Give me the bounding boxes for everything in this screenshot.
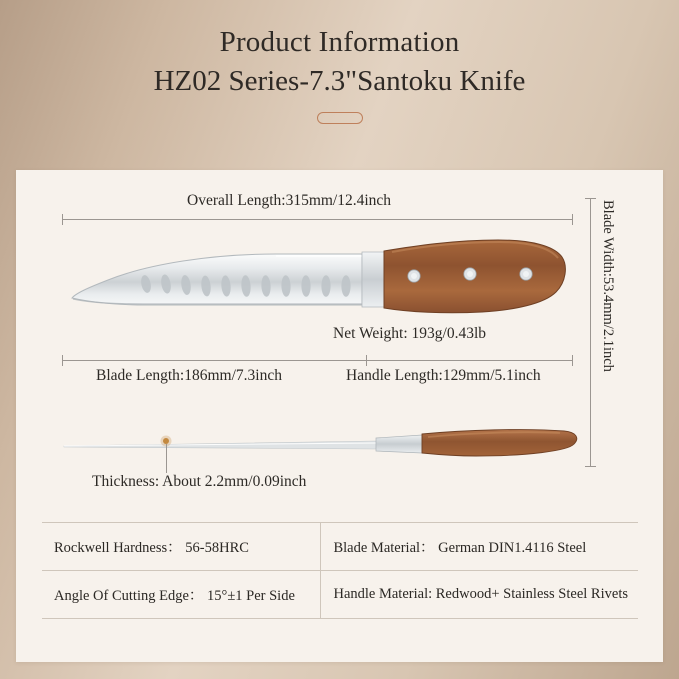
handle-length-dim-line bbox=[366, 360, 572, 361]
page-title: Product Information bbox=[219, 26, 460, 58]
overall-length-tick-left bbox=[62, 214, 63, 225]
header bbox=[0, 0, 679, 166]
handle-length-label: Handle Length:129mm/5.1inch bbox=[346, 367, 541, 384]
blade-width-tick-top bbox=[585, 198, 596, 199]
blade-width-tick-bottom bbox=[585, 466, 596, 467]
handle-length-tick-right bbox=[572, 355, 573, 366]
spec-cutting-edge-angle: Angle Of Cutting Edge： 15°±1 Per Side bbox=[42, 571, 321, 619]
table-row bbox=[42, 523, 638, 571]
spec-card bbox=[16, 170, 663, 662]
blade-width-dim-line bbox=[590, 198, 591, 466]
blade-length-tick-left bbox=[62, 355, 63, 366]
spec-table bbox=[42, 522, 638, 619]
blade-length-label: Blade Length:186mm/7.3inch bbox=[96, 367, 282, 384]
blade-length-dim-line bbox=[62, 360, 366, 361]
spec-blade-material: Blade Material： German DIN1.4116 Steel bbox=[333, 540, 587, 556]
overall-length-tick-right bbox=[572, 214, 573, 225]
thickness-label: Thickness: About 2.2mm/0.09inch bbox=[92, 473, 307, 490]
overall-length-dim-line bbox=[62, 219, 572, 220]
blade-width-label: Blade Width:53.4mm/2.1inch bbox=[600, 200, 616, 372]
overall-length-label: Overall Length:315mm/12.4inch bbox=[187, 192, 392, 209]
thickness-leader-line bbox=[166, 444, 167, 473]
page-subtitle: HZ02 Series-7.3"Santoku Knife bbox=[153, 65, 526, 97]
pill-ornament-icon bbox=[317, 112, 363, 124]
spec-rockwell-hardness: Rockwell Hardness： 56-58HRC bbox=[42, 523, 321, 571]
santoku-knife-illustration bbox=[62, 230, 572, 340]
knife-side-view-illustration bbox=[56, 420, 586, 470]
net-weight-label: Net Weight: 193g/0.43lb bbox=[333, 325, 487, 342]
table-row bbox=[42, 571, 638, 619]
spec-handle-material: Handle Material: Redwood+ Stainless Steel Rivets bbox=[321, 571, 638, 619]
